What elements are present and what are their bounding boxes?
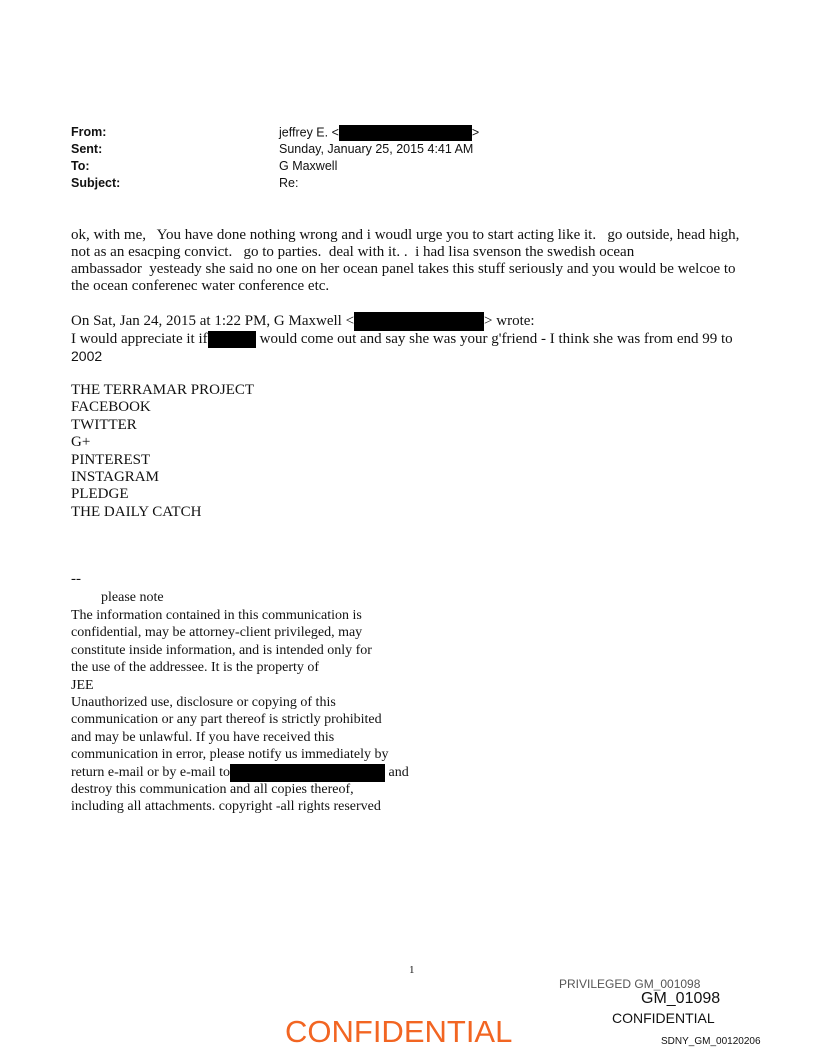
quote-text: I would appreciate it if: [71, 331, 208, 347]
quote-intro-text: On Sat, Jan 24, 2015 at 1:22 PM, G Maxwell <: [71, 312, 355, 329]
disclaimer-line: The information contained in this communication is: [71, 608, 362, 623]
disclaimer-text: and: [388, 765, 409, 781]
body-line: ok, with me, You have done nothing wrong and i woudl urge you to start acting like it. go outside, head high,: [71, 227, 740, 243]
redaction: [354, 312, 484, 331]
disclaimer-line: [71, 764, 409, 782]
disclaimer-text: return e-mail or by e-mail to: [71, 765, 230, 781]
sent-label: Sent:: [71, 142, 103, 156]
redaction: [339, 125, 472, 141]
body-line: ambassador yesteady she said no one on her ocean panel takes this stuff seriously and you would be welcoe to: [71, 261, 736, 277]
disclaimer-line: and may be unlawful. If you have received this: [71, 729, 335, 745]
disclaimer-line: JEE: [71, 677, 94, 693]
subject-value: Re:: [279, 176, 299, 190]
signature-item: THE TERRAMAR PROJECT: [71, 382, 255, 398]
signature-item: G+: [71, 434, 91, 451]
from-suffix: >: [471, 125, 480, 140]
from-name: jeffrey E. <: [279, 125, 339, 140]
signature-item: FACEBOOK: [71, 399, 151, 416]
to-value: G Maxwell: [279, 159, 338, 173]
disclaimer-line: the use of the addressee. It is the property of: [71, 660, 320, 676]
to-label: To:: [71, 159, 90, 173]
disclaimer-line: constitute inside information, and is intended only for: [71, 642, 372, 658]
disclaimer-line: Unauthorized use, disclosure or copying of this: [71, 695, 336, 710]
sig-dashes: --: [71, 571, 81, 587]
body-line: not as an esacping convict. go to parties. deal with it. . i had lisa svenson the swedish ocean: [71, 244, 635, 260]
from-value: [279, 125, 479, 141]
body-line: the ocean conferenec water conference etc.: [71, 278, 330, 294]
privileged-stamp: PRIVILEGED GM_001098: [559, 977, 701, 991]
disclaimer-line: including all attachments. copyright -all rights reserved: [71, 799, 381, 814]
disclaimer-line: destroy this communication and all copies thereof,: [71, 782, 354, 797]
redaction: [208, 331, 256, 348]
confidential-stamp: CONFIDENTIAL: [285, 1014, 513, 1049]
redaction: [230, 764, 385, 782]
from-label: From:: [71, 125, 107, 139]
bates-number: GM_01098: [641, 990, 721, 1007]
signature-item: PINTEREST: [71, 451, 151, 468]
sdny-bates: SDNY_GM_00120206: [661, 1036, 761, 1047]
disclaimer-line: communication or any part thereof is strictly prohibited: [71, 712, 382, 728]
disclaimer-line: communication in error, please notify us immediately by: [71, 747, 389, 763]
quote-text: would come out and say she was your g'friend - I think she was from end 99 to: [259, 331, 733, 347]
subject-label: Subject:: [71, 176, 121, 190]
signature-item: TWITTER: [71, 416, 137, 433]
sent-value: Sunday, January 25, 2015 4:41 AM: [279, 142, 474, 156]
quote-intro-suffix: > wrote:: [484, 312, 535, 329]
signature-item: THE DAILY CATCH: [71, 503, 202, 520]
please-note: please note: [101, 590, 164, 605]
quote-line: 2002: [71, 348, 103, 364]
confidential-label: CONFIDENTIAL: [612, 1010, 715, 1026]
signature-item: PLEDGE: [71, 486, 129, 503]
quote-intro: [71, 312, 535, 331]
page-number: 1: [409, 964, 415, 976]
disclaimer-line: confidential, may be attorney-client privileged, may: [71, 625, 363, 641]
signature-item: INSTAGRAM: [71, 469, 159, 485]
quote-line: [71, 330, 733, 348]
